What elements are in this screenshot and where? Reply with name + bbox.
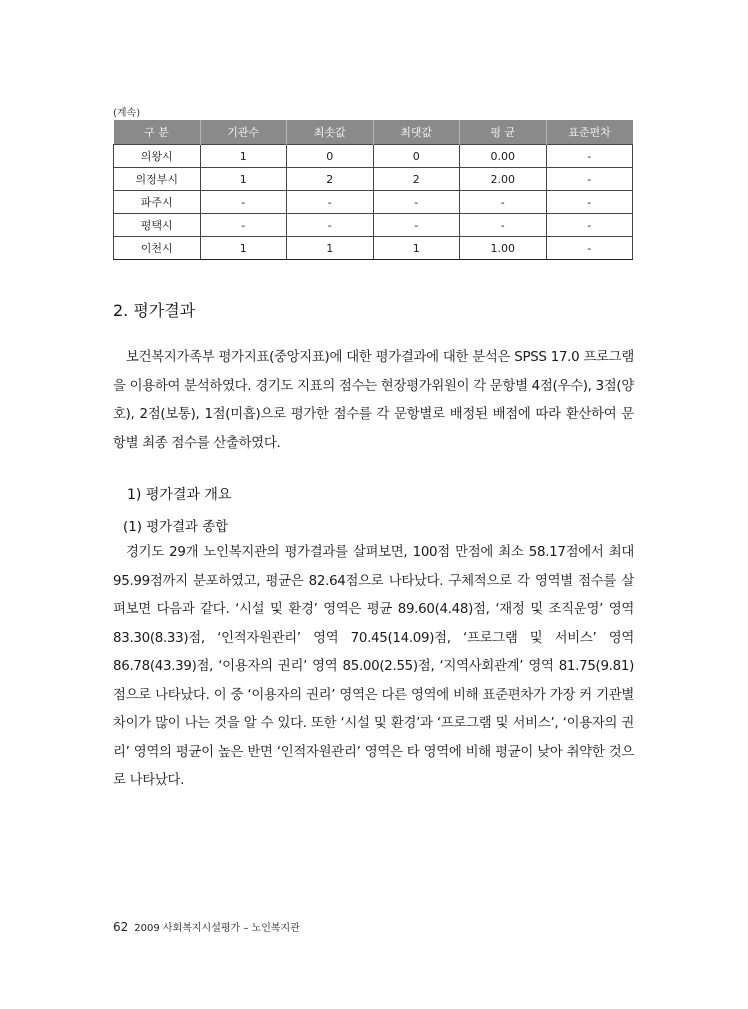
footer-title: 2009 사회복지시설평가 – 노인복지관 <box>134 923 300 934</box>
statistics-table <box>113 120 633 260</box>
cell-city: 의정부시 <box>114 168 201 191</box>
cell-max: 0 <box>373 145 460 168</box>
cell-std: - <box>546 168 633 191</box>
cell-mean: - <box>460 214 547 237</box>
cell-count: 1 <box>200 145 287 168</box>
cell-std: - <box>546 191 633 214</box>
sub-subsection-heading: (1) 평가결과 종합 <box>123 520 229 535</box>
header-mean: 평 균 <box>460 120 547 145</box>
page-number: 62 <box>113 920 129 934</box>
header-min: 최솟값 <box>287 120 374 145</box>
subsection-heading: 1) 평가결과 개요 <box>127 487 232 503</box>
cell-city: 파주시 <box>114 191 201 214</box>
cell-city: 이천시 <box>114 237 201 260</box>
header-std-dev: 표준편차 <box>546 120 633 145</box>
cell-mean: 0.00 <box>460 145 547 168</box>
cell-min: 1 <box>287 237 374 260</box>
cell-city: 평택시 <box>114 214 201 237</box>
results-paragraph: 경기도 29개 노인복지관의 평가결과를 살펴보면, 100점 만점에 최소 58.17점에서 최대 95.99점까지 분포하였고, 평균은 82.64점으로 나타났다. 구체적으로 각 영역별 점수를 살펴보면 다음과 같다. ‘시설 및 환경’ 영역은 평균 89.60(4.48)점, ‘재정 및 조직운영’ 영역 83.30(8.33)점, ‘인적자원관리’ 영역 70.45(14.09)점, ‘프로그램 및 서비스’ 영역 86.78(43.39)점, ‘이용자의 권리’ 영역 85.00(2.55)점, ‘지역사회관계’ 영역 81.75(9.81)점으로 나타났다. 이 중 ‘이용자의 권리’ 영역은 다른 영역에 비해 표준편차가 가장 커 기관별 차이가 많이 나는 것을 알 수 있다. 또한 ‘시설 및 환경’과 ‘프로그램 및 서비스’, ‘이용자의 권리’ 영역의 평균이 높은 반면 ‘인적자원관리’ 영역은 타 영역에 비해 평균이 낮아 취약한 것으로 나타났다. <box>113 545 634 788</box>
cell-count: 1 <box>200 237 287 260</box>
continuation-label: (계속) <box>113 108 141 119</box>
cell-min: - <box>287 191 374 214</box>
cell-count: - <box>200 191 287 214</box>
cell-mean: - <box>460 191 547 214</box>
cell-min: - <box>287 214 374 237</box>
intro-paragraph: 보건복지가족부 평가지표(중앙지표)에 대한 평가결과에 대한 분석은 SPSS 17.0 프로그램을 이용하여 분석하였다. 경기도 지표의 점수는 현장평가위원이 각 문항별 4점(우수), 3점(양호), 2점(보통), 1점(미흡)으로 평가한 점수를 각 문항별로 배정된 배점에 따라 환산하여 문항별 최종 점수를 산출하였다. <box>113 350 634 451</box>
table-row <box>114 191 633 214</box>
cell-count: 1 <box>200 168 287 191</box>
cell-max: 1 <box>373 237 460 260</box>
header-category: 구 분 <box>114 120 201 145</box>
table-row <box>114 214 633 237</box>
cell-std: - <box>546 145 633 168</box>
table-row <box>114 237 633 260</box>
table-row <box>114 168 633 191</box>
header-institution-count: 기관수 <box>200 120 287 145</box>
cell-max: - <box>373 191 460 214</box>
section-heading: 2. 평가결과 <box>113 301 196 320</box>
cell-min: 2 <box>287 168 374 191</box>
table-header-row <box>114 120 633 145</box>
cell-max: 2 <box>373 168 460 191</box>
cell-count: - <box>200 214 287 237</box>
cell-std: - <box>546 237 633 260</box>
page-footer <box>113 919 300 934</box>
cell-std: - <box>546 214 633 237</box>
cell-mean: 2.00 <box>460 168 547 191</box>
header-max: 최댓값 <box>373 120 460 145</box>
cell-mean: 1.00 <box>460 237 547 260</box>
cell-min: 0 <box>287 145 374 168</box>
cell-city: 의왕시 <box>114 145 201 168</box>
table-row <box>114 145 633 168</box>
cell-max: - <box>373 214 460 237</box>
